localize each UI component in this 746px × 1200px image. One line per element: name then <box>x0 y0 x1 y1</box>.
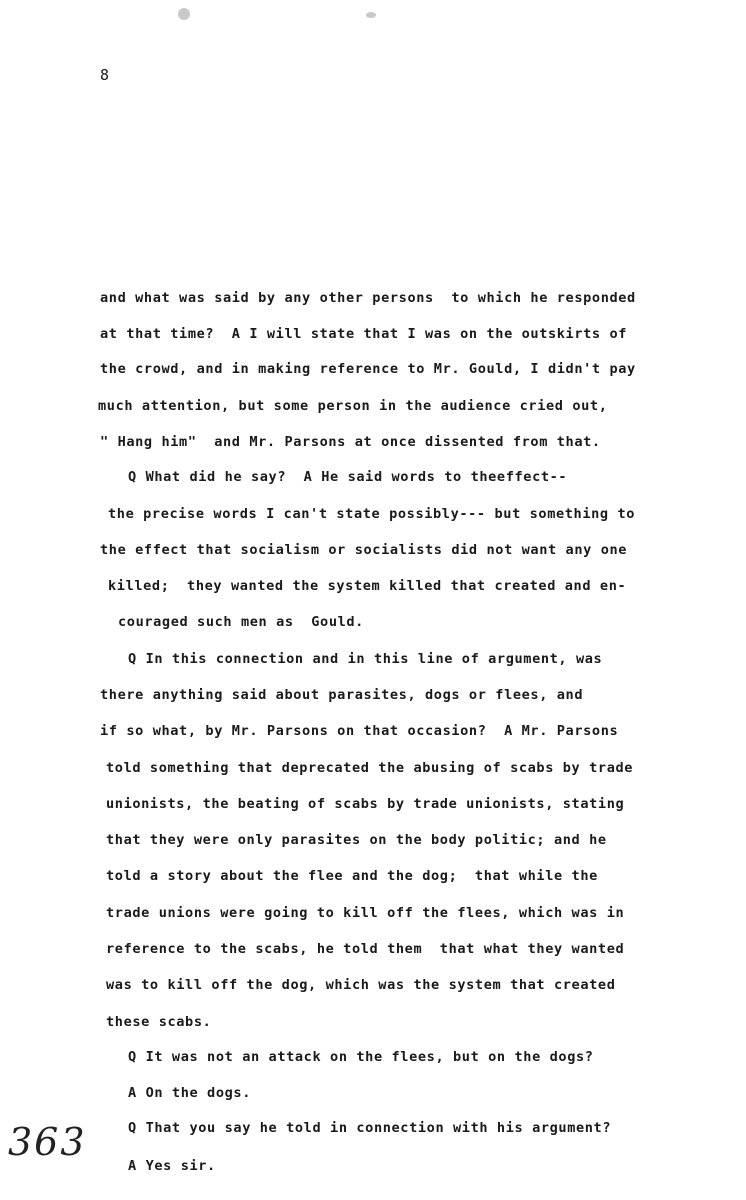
text-line: Q What did he say? A He said words to theeffect-- <box>128 469 568 485</box>
text-line: couraged such men as Gould. <box>118 614 364 630</box>
text-line: much attention, but some person in the audience cried out, <box>98 398 608 414</box>
text-line: trade unions were going to kill off the flees, which was in <box>106 905 625 921</box>
text-line: reference to the scabs, he told them that what they wanted <box>106 941 625 957</box>
text-line: if so what, by Mr. Parsons on that occasion? A Mr. Parsons <box>100 723 619 739</box>
text-line: unionists, the beating of scabs by trade unionists, stating <box>106 796 625 812</box>
text-line: told something that deprecated the abusing of scabs by trade <box>106 760 634 776</box>
text-line: the effect that socialism or socialists did not want any one <box>100 542 628 558</box>
text-line: the crowd, and in making reference to Mr. Gould, I didn't pay <box>100 361 636 377</box>
text-line: these scabs. <box>106 1014 212 1030</box>
text-line: at that time? A I will state that I was on the outskirts of <box>100 326 628 342</box>
handwritten-page-annotation: 363 <box>8 1120 87 1164</box>
text-line: and what was said by any other persons to which he responded <box>100 290 636 306</box>
paper-speck <box>178 8 190 20</box>
text-line: A Yes sir. <box>128 1158 216 1174</box>
text-line: Q That you say he told in connection with his argument? <box>128 1120 612 1136</box>
text-line: was to kill off the dog, which was the system that created <box>106 977 616 993</box>
text-line: " Hang him" and Mr. Parsons at once dissented from that. <box>100 434 601 450</box>
text-line: the precise words I can't state possibly--- but something to <box>108 506 636 522</box>
text-line: Q It was not an attack on the flees, but on the dogs? <box>128 1049 594 1065</box>
text-line: that they were only parasites on the body politic; and he <box>106 832 607 848</box>
text-line: killed; they wanted the system killed that created and en- <box>108 578 627 594</box>
text-line: Q In this connection and in this line of argument, was <box>128 651 603 667</box>
text-line: A On the dogs. <box>128 1085 251 1101</box>
text-line: there anything said about parasites, dogs or flees, and <box>100 687 584 703</box>
page-number: 8 <box>100 66 110 84</box>
text-line: told a story about the flee and the dog; that while the <box>106 868 598 884</box>
paper-speck <box>366 12 376 18</box>
